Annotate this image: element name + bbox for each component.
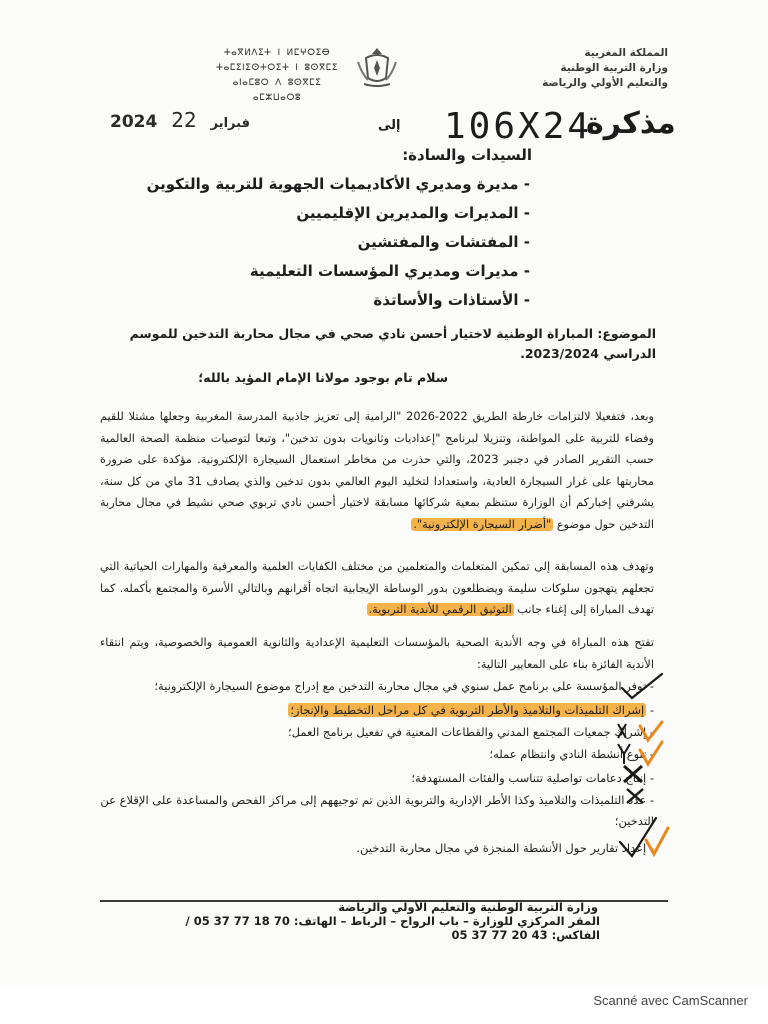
cross-mark-icon [624,786,646,806]
date-day: 22 [171,108,197,132]
highlighted-text: التوثيق الرقمي للأندية التربوية. [368,603,512,616]
memo-label: مذكرة [586,106,676,141]
document-date [110,108,258,132]
criterion-item: - تنوع أنشطة النادي وانتظام عمله؛ [489,747,654,761]
criterion-item: - إشراك التلميذات والتلاميذ والأطر التربوية في كل مراحل التخطيط والإنجاز؛ [290,703,654,717]
ministry-header-arabic [468,46,668,91]
header-line: والتعليم الأولي والرياضة [542,77,668,89]
ministry-header-tifinagh [212,46,342,106]
criterion-item: - إنتاج دعامات تواصلية تتناسب والفئات المستهدفة؛ [411,771,654,785]
salutation: السيدات والسادة: [402,146,532,164]
criterion-item: - إشراك جمعيات المجتمع المدني والقطاعات المعنية في تفعيل برنامج العمل؛ [288,725,654,739]
body-paragraph-3: تفتح هذه المباراة في وجه الأندية الصحية بالمؤسسات التعليمية الإعدادية والثانوية العمومية والخصوصية، ويتم انتقاء الأندية الفائزة بناء على المعايير التالية: [100,636,654,671]
recipient-item: - مديرة ومديري الأكاديميات الجهوية للتربية والتكوين [146,175,530,193]
body-paragraph-1 [100,406,654,535]
memo-number: 106X24 [444,106,593,147]
recipient-item: - الأستاذات والأساتذة [373,291,530,309]
cross-mark-icon [620,762,646,786]
paragraph-text: وتهدف هذه المسابقة إلى تمكين المتعلمات والمتعلمين من مختلف الكفايات العلمية والمعرفية والمهارات الحياتية التي تجعلهم يتهجون سلوكات سليمة ويضطلعون بدور الوساطة الإيجابية اتجاه أقرانهم وبالتالي الأسرة والمجتمع بأكمله. كما تهدف المباراة إلى إغناء جانب [100,560,654,616]
addressee-to: إلى [378,118,401,133]
greeting: سلام تام بوجود مولانا الإمام المؤيد بالله؛ [198,370,448,385]
footer-ministry: وزارة التربية الوطنية والتعليم الأولي والرياضة [338,900,598,914]
criterion-item: - عدد التلميذات والتلاميذ وكذا الأطر الإدارية والتربوية الذين تم توجيههم إلى مراكز الفحص والمساعدة على الإقلاع عن التدخين؛ [100,793,654,828]
header-line: ⵜⴰⵎⵉⵏⵉⵙⵜⵔⵉⵜ ⵏ ⵓⵙⴳⵎⵉ [216,63,338,73]
criterion-item: - توفر المؤسسة على برنامج عمل سنوي في مجال محاربة التدخين مع إدراج موضوع السيجارة الإلكترونية؛ [154,679,654,693]
header-line: ⴰⵏⴰⵎⵓⵔ ⴷ ⵓⵙⴳⵎⵉ ⴰⵎⵣⵡⴰⵔⵓ [232,78,322,103]
royal-emblem-icon [352,44,402,90]
paragraph-text: وبعد، فتفعيلا لالتزامات خارطة الطريق 2022-2026 "الرامية إلى تعزيز جاذبية المدرسة المغربية وجعلها مشتلا للقيم وفضاء للتربية على المواطنة، وتنزيلا لبرنامج "إعداديات وثانويات بدون تدخين"، وتبعا لتوصيات منظمة الصحة العالمية حسب التقرير الصادر في دجنبر 2023، والتي حذرت من مخاطر استعمال السيجارة الإلكترونية. مؤكدة على ضرورة محاربتها على غرار السيجارة العادية، واستعدادا لتخليد اليوم العالمي بدون تدخين والذي يصادف 31 ماي من كل سنة، يشرفني إخباركم أن الوزارة ستنظم بمعية شركائها مسابقة لاختيار أحسن نادي تربوي صحي نشيط في مجال محاربة التدخين حول موضوع [100,410,654,531]
recipient-item: - مديرات ومديري المؤسسات التعليمية [249,262,530,280]
highlighted-text: "أضرار السيجارة الإلكترونية". [413,517,552,531]
criterion-item: - إعداد تقارير حول الأنشطة المنجزة في مجال محاربة التدخين. [356,841,654,855]
recipient-item: - المديرات والمديرين الإقليميين [296,204,530,222]
recipient-item: - المفتشات والمفتشين [357,233,530,251]
header-line: وزارة التربية الوطنية [560,62,668,74]
checkmark-icon [618,672,666,702]
date-year: 2024 [110,112,158,132]
header-line: المملكة المغربية [584,47,668,59]
header-line: ⵜⴰⴳⵍⴷⵉⵜ ⵏ ⵍⵎⵖⵔⵉⴱ [223,48,331,58]
footer-address: المقر المركزي للوزارة – باب الرواح – الرباط – الهاتف: 70 18 77 37 05 / الفاكس: 43 20 77 37 05 [185,914,600,942]
body-paragraph-2 [100,556,654,621]
recipient-list [110,170,530,315]
scanner-watermark: Scanné avec CamScanner [593,993,748,1008]
subject-line: الموضوع: المباراة الوطنية لاختيار أحسن نادي صحي في مجال محاربة التدخين للموسم الدراسي 2023/2024. [129,326,656,361]
date-month: فبراير [210,116,250,131]
orange-checkmark-icon [616,814,672,860]
